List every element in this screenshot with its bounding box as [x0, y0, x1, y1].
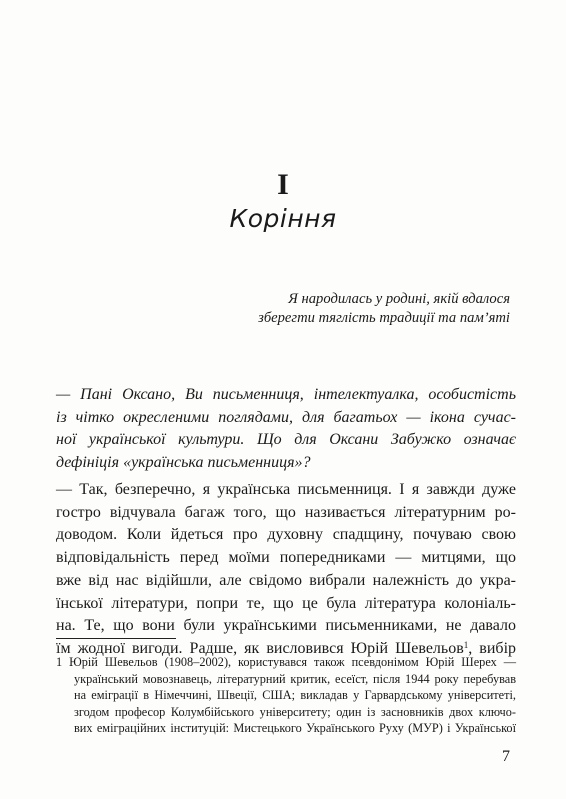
- question-line: ної української культури. Що для Оксани Забужко означає: [56, 431, 516, 448]
- question-line: — Пані Оксано, Ви письменниця, інтелектуалка, особистість: [56, 386, 516, 403]
- chapter-title: Коріння: [229, 204, 337, 233]
- footnote-line: 1 Юрій Шевельов (1908–2002), користувався також псевдонімом Юрій Шерех —: [56, 655, 516, 669]
- interview-question: [56, 384, 516, 474]
- epigraph-line: Я народилась у родині, якій вдалося: [288, 291, 510, 307]
- epigraph-line: зберегти тяглість традиції та пам’яті: [258, 310, 510, 326]
- answer-line-text: їм жодної вигоди. Радше, як висловився Юрій Шевельов: [56, 639, 464, 657]
- footnote-line: вих еміграційних інституцій: Мистецького Українського Руху (МУР) і Української: [74, 721, 516, 735]
- answer-line: — Так, безперечно, я українська письменниця. І я завжди дуже: [56, 481, 516, 498]
- page-number: 7: [502, 748, 510, 765]
- question-line: із чітко окресленими поглядами, для багатьох — ікона сучас-: [56, 408, 516, 426]
- answer-line: на. Те, що вони були українськими письменниками, не давало: [56, 617, 516, 635]
- footnote: [56, 654, 516, 737]
- answer-line: доводом. Коли йдеться про духовну спадщину, почуваю свою: [56, 526, 516, 544]
- footnote-line: згодом професор Колумбійського університету; один із засновників двох ключо-: [74, 704, 516, 719]
- interview-answer: [56, 479, 516, 661]
- footnote-line: на еміграції в Німеччині, Швеції, США; викладав у Гарвардському університеті,: [74, 688, 516, 702]
- answer-line-tail: , вибір: [468, 639, 517, 657]
- footnote-line: український мовознавець, літературний критик, есеїст, після 1944 року перебував: [74, 671, 516, 686]
- answer-line: гостро відчувала багаж того, що називається літературним ро-: [56, 503, 516, 521]
- chapter-number: I: [277, 168, 289, 201]
- answer-line: вже від нас відійшли, але свідомо вибрали належність до укра-: [56, 571, 516, 589]
- footnote-divider: [56, 638, 176, 639]
- footnote-reference[interactable]: 1: [463, 639, 469, 650]
- question-line: дефініція «українська письменниця»?: [56, 453, 311, 471]
- answer-line: відповідальність перед моїми попередниками — митцями, що: [56, 549, 516, 567]
- epigraph: [210, 290, 510, 328]
- answer-line: їнської літератури, попри те, що це була література колоніаль-: [56, 594, 516, 612]
